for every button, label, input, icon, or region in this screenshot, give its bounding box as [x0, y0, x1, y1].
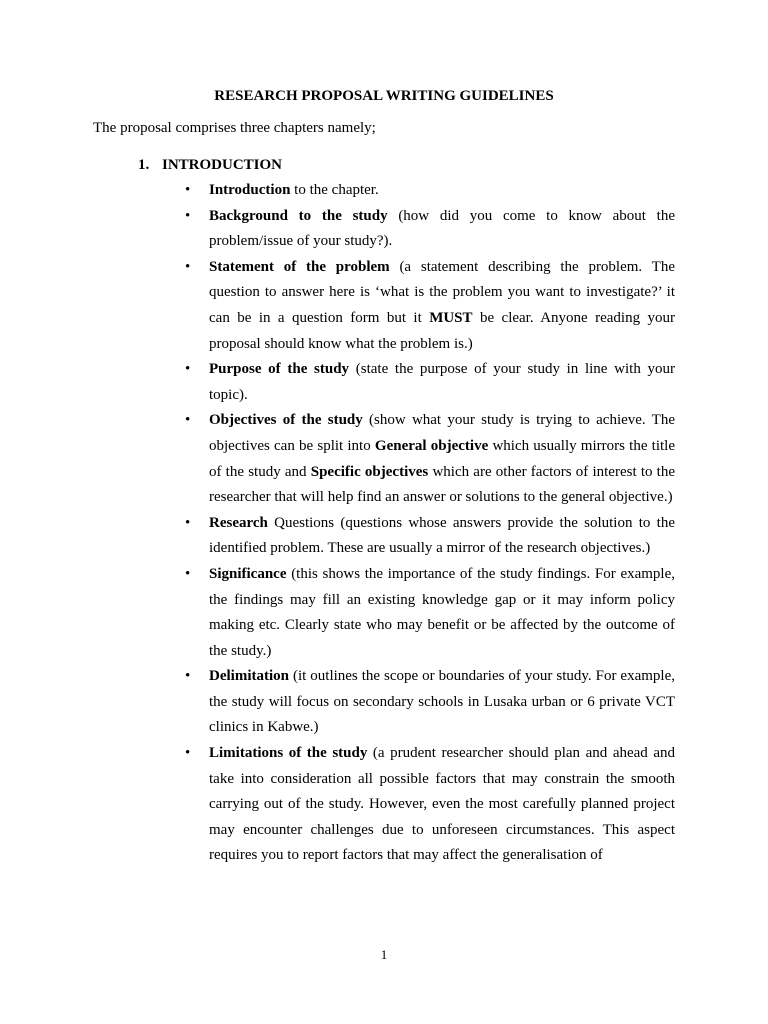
page-number: 1: [380, 947, 388, 962]
item-term: Significance: [209, 565, 287, 582]
list-item: [209, 741, 675, 869]
item-text: which usually mirrors the title of the study and: [209, 437, 676, 480]
item-term: Purpose of the study: [209, 361, 350, 378]
intro-paragraph: The proposal comprises three chapters namely;: [93, 120, 376, 136]
item-emphasis: MUST: [429, 309, 473, 326]
item-term: Research: [209, 514, 268, 531]
page-title: RESEARCH PROPOSAL WRITING GUIDELINES: [214, 88, 554, 104]
item-text: Questions (questions whose answers provide the solution to the identified problem. These are usually a mirror of the research objectives.): [209, 514, 675, 557]
item-text: (a prudent researcher should plan and ahead and take into consideration all possible factors that may constrain the smooth carrying out of the study. However, even the most carefully planned project may encounter challenges due to unforeseen circumstances. This aspect requires you to report factors that may affect the generalisation of: [209, 745, 676, 864]
list-item: [209, 255, 675, 357]
list-item: [209, 204, 675, 255]
list-item: [209, 664, 675, 741]
item-term: Background to the study: [209, 207, 388, 224]
item-term: Statement of the problem: [209, 258, 390, 275]
chapter-number: 1.: [138, 157, 150, 173]
item-term: Introduction: [209, 182, 291, 198]
list-item: [209, 562, 675, 664]
item-text: (this shows the importance of the study findings. For example, the findings may fill an existing knowledge gap or it may inform policy making etc. Clearly state who may benefit or be affected by the outcome of the study.): [209, 565, 675, 659]
item-text: be clear. Anyone reading your proposal should know what the problem is.): [209, 309, 675, 352]
list-item: [209, 178, 675, 204]
item-text: (show what your study is trying to achieve. The objectives can be split into: [209, 412, 675, 454]
chapter-title: INTRODUCTION: [162, 157, 283, 173]
item-text: (a statement describing the problem. The question to answer here is ‘what is the problem you want to investigate?’ it can be in a question form but it: [209, 258, 675, 326]
list-item: [209, 408, 675, 510]
item-text: (it outlines the scope or boundaries of your study. For example, the study will focus on secondary schools in Lusaka urban or 6 private VCT clinics in Kabwe.): [209, 668, 675, 736]
item-emphasis: General objective: [374, 437, 489, 454]
list-item: [209, 357, 675, 408]
item-emphasis: Specific objectives: [310, 463, 429, 480]
item-term: Delimitation: [209, 668, 289, 685]
chapter-heading: [138, 155, 282, 175]
item-text: (state the purpose of your study in line with your topic).: [209, 361, 675, 403]
item-text: which are other factors of interest to the researcher that will help find an answer or solutions to the general objective.): [209, 463, 675, 506]
bullet-list: [209, 178, 675, 869]
item-text: to the chapter.: [290, 182, 379, 198]
item-term: Objectives of the study: [209, 412, 363, 429]
item-term: Limitations of the study: [209, 745, 368, 762]
list-item: [209, 511, 675, 562]
item-text: (how did you come to know about the problem/issue of your study?).: [209, 207, 675, 250]
